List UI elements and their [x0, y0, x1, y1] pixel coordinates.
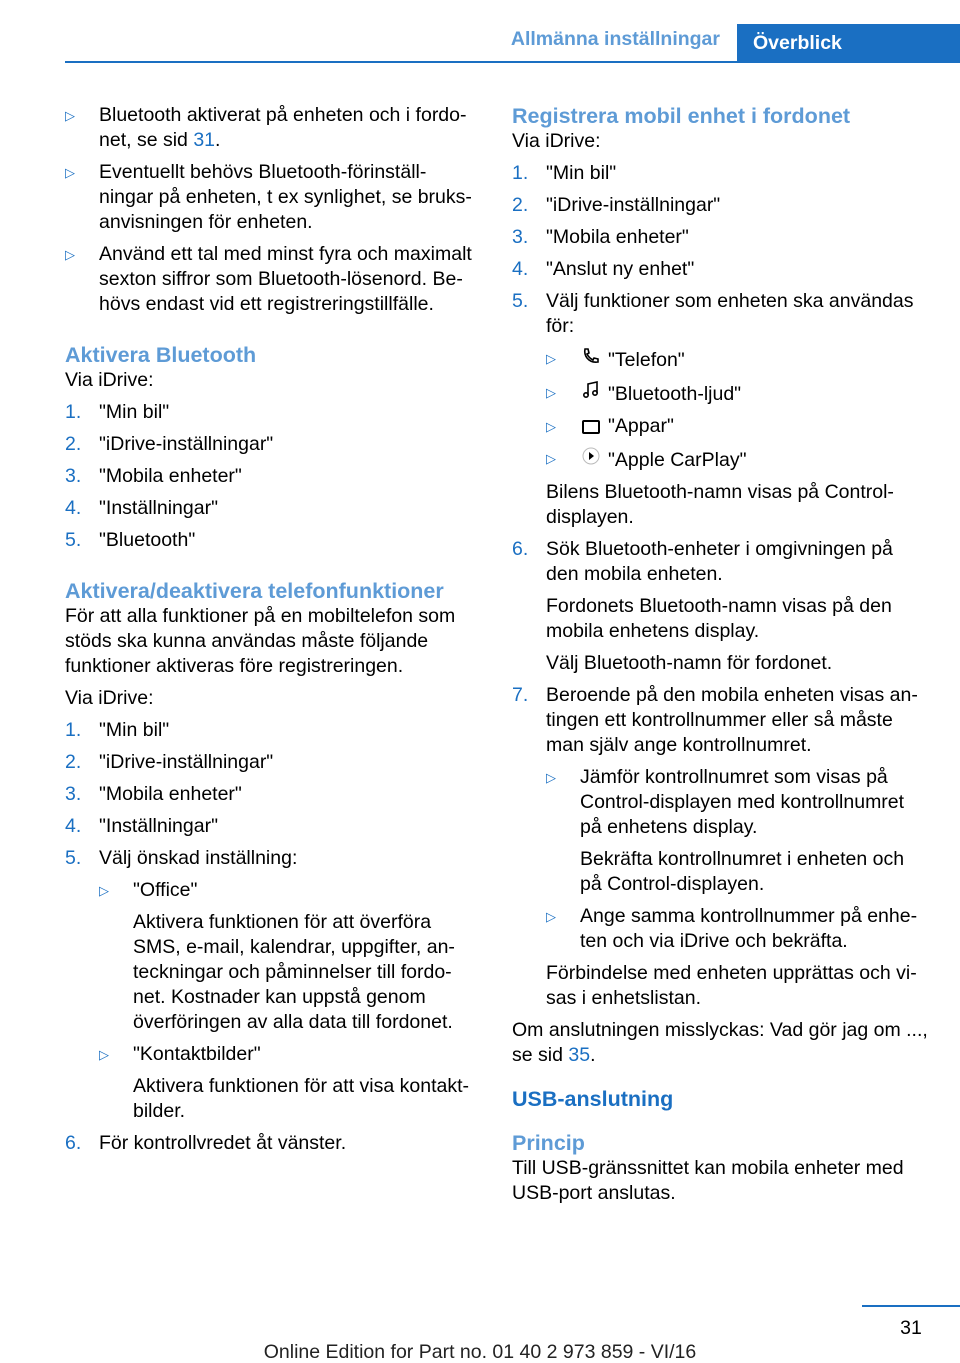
after-functions-text: Bilens Bluetooth-namn visas på Control-displayen.: [546, 481, 894, 528]
triangle-bullet-icon: ▷: [546, 385, 556, 400]
triangle-bullet-icon: ▷: [546, 419, 556, 434]
section-heading-register-device: Registrera mobil enhet i fordonet: [512, 104, 851, 128]
step-item: 4. "Inställningar": [65, 497, 218, 519]
list-item: ▷ "Telefon": [546, 346, 930, 373]
footer-rule: [862, 1305, 960, 1307]
setting-options: [99, 878, 480, 1124]
triangle-bullet-icon: ▷: [65, 165, 75, 180]
left-column: [65, 103, 480, 1163]
subheading-principle: Princip: [512, 1131, 585, 1155]
section-heading-phone-functions: Aktivera/deaktivera telefonfunktioner: [65, 579, 444, 603]
step-item: 3. "Mobila enheter": [512, 226, 689, 248]
list-item: ▷ "Bluetooth-ljud": [546, 380, 930, 407]
step-item: 5. "Bluetooth": [65, 529, 196, 551]
activate-steps: [65, 400, 480, 553]
page-link[interactable]: 31: [193, 129, 216, 151]
list-item: ▷ Bluetooth aktiverat på enheten och i fordo-net, se sid 31.: [65, 104, 467, 151]
triangle-bullet-icon: ▷: [65, 247, 75, 262]
page-link[interactable]: 35: [568, 1044, 591, 1066]
via-idrive: Via iDrive:: [512, 130, 601, 152]
list-item: ▷ Använd ett tal med minst fyra och maximalt sexton siffror som Bluetooth-lösenord. Be-hövs endast vid ett registreringstillfälle.: [65, 243, 472, 315]
step-item: 1. "Min bil": [65, 401, 170, 423]
triangle-bullet-icon: ▷: [99, 1047, 109, 1062]
function-options: [546, 346, 930, 473]
edition-note: Online Edition for Part no. 01 40 2 973 859 - VI/16: [263, 1341, 697, 1363]
via-idrive: Via iDrive:: [65, 369, 154, 391]
list-item: ▷ "Office" Aktivera funktionen för att överföra SMS, e-mail, kalendrar, uppgifter, an-teckningar och påminnelser till fordo-net. Kostnader kan uppstå genom överföringen av alla data till fordonet.: [99, 879, 455, 1033]
triangle-bullet-icon: ▷: [546, 909, 556, 924]
step-item: 4. "Anslut ny enhet": [512, 258, 695, 280]
page-number: 31: [900, 1317, 922, 1339]
phone-steps: [65, 718, 480, 1156]
step-item: 3. "Mobila enheter": [65, 783, 242, 805]
prerequisites-list: [65, 103, 480, 317]
carplay-icon: [580, 446, 602, 473]
phone-icon: [580, 346, 602, 373]
step-item: 5. Välj funktioner som enheten ska användas för: ▷ "Telefon" ▷ "Bluetooth-ljud" ▷ "Appar" ▷ "Apple CarPlay" Bilens Bluetooth-namn visas på Control-displayen.: [512, 289, 930, 530]
step-item: 5. Välj önskad inställning: ▷ "Office" Aktivera funktionen för att överföra SMS, e-mail, kalendrar, uppgifter, an-teckningar och påminnelser till fordo-net. Kostnader kan uppstå genom överföringen av alla data till fordonet. ▷ "Kontaktbilder" Aktivera funktionen för att visa kontakt-bilder.: [65, 846, 480, 1124]
triangle-bullet-icon: ▷: [99, 883, 109, 898]
failure-note: Om anslutningen misslyckas: Vad gör jag om ..., se sid 35.: [512, 1019, 928, 1066]
list-item: ▷ Eventuellt behövs Bluetooth-förinställ-ningar på enheten, t ex synlighet, se bruks-anvisningen för enheten.: [65, 161, 472, 233]
list-item: ▷ Ange samma kontrollnummer på enhe-ten och via iDrive och bekräfta.: [546, 905, 918, 952]
music-note-icon: [580, 380, 602, 407]
step-item: 4. "Inställningar": [65, 815, 218, 837]
triangle-bullet-icon: ▷: [65, 108, 75, 123]
apps-icon: [582, 420, 600, 434]
step-item: 2. "iDrive-inställningar": [65, 751, 274, 773]
step-item: 2. "iDrive-inställningar": [512, 194, 721, 216]
step-item: 1. "Min bil": [65, 719, 170, 741]
list-item: ▷ "Apple CarPlay": [546, 446, 930, 473]
header-rule: [65, 61, 960, 63]
list-item: ▷ Jämför kontrollnumret som visas på Control-displayen med kontrollnumret på enhetens display. Bekräfta kontrollnumret i enheten och på Control-displayen.: [546, 766, 905, 895]
via-idrive: Via iDrive:: [65, 687, 154, 709]
step-item: 6. För kontrollvredet åt vänster.: [65, 1132, 347, 1154]
section-heading-usb: USB-anslutning: [512, 1087, 674, 1111]
section-heading-activate-bluetooth: Aktivera Bluetooth: [65, 343, 257, 367]
header-tab: Överblick: [737, 24, 960, 62]
step-item: 1. "Min bil": [512, 162, 617, 184]
list-item: ▷ "Kontaktbilder" Aktivera funktionen för att visa kontakt-bilder.: [99, 1043, 469, 1122]
step-item: 3. "Mobila enheter": [65, 465, 242, 487]
triangle-bullet-icon: ▷: [546, 770, 556, 785]
triangle-bullet-icon: ▷: [546, 451, 556, 466]
step-item: 2. "iDrive-inställningar": [65, 433, 274, 455]
list-item: ▷ "Appar": [546, 415, 674, 437]
register-steps: [512, 161, 930, 1011]
step-item: 7. Beroende på den mobila enheten visas an-tingen ett kontrollnummer eller så måste man själv ange kontrollnumret. ▷ Jämför kontrollnumret som visas på Control-displayen med kontrollnumret på enhetens display. Bekräfta kontrollnumret i enheten och på Control-displayen. ▷ Ange samma kontrollnummer på enhe-ten och via iDrive och bekräfta. Förbindelse med enheten upprättas och vi-sas i enhetslistan.: [512, 683, 930, 1011]
phone-intro: För att alla funktioner på en mobiltelefon som stöds ska kunna användas måste följande funktioner aktiveras före registreringen.: [65, 605, 456, 677]
usb-text: Till USB-gränssnittet kan mobila enheter med USB-port anslutas.: [512, 1157, 904, 1204]
header-section-title: Allmänna inställningar: [510, 28, 720, 50]
pairing-options: [546, 765, 930, 954]
step-item: 6. Sök Bluetooth-enheter i omgivningen på den mobila enheten. Fordonets Bluetooth-namn visas på den mobila enhetens display. Välj Bluetooth-namn för fordonet.: [512, 538, 893, 674]
triangle-bullet-icon: ▷: [546, 351, 556, 366]
right-column: [512, 103, 930, 1206]
